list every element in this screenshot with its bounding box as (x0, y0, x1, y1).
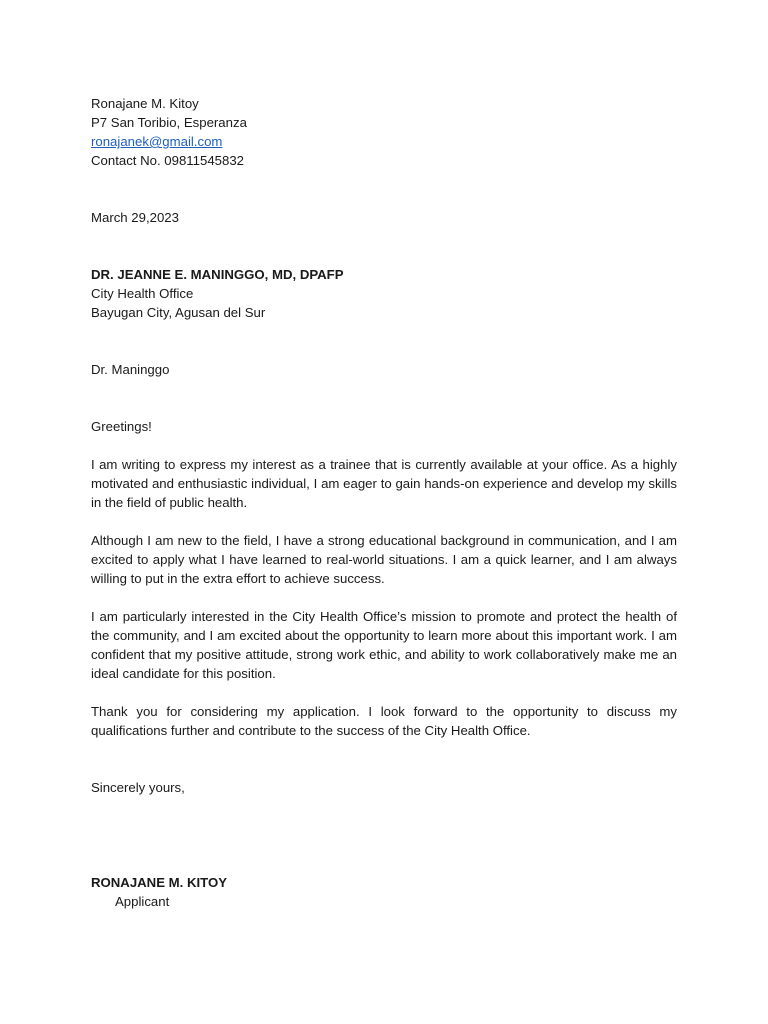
signature-block (91, 873, 677, 911)
spacer (91, 436, 677, 455)
spacer (91, 170, 677, 208)
body-paragraph-4: Thank you for considering my application. I look forward to the opportunity to discuss my qualifications further and contribute to the success of the City Health Office. (91, 704, 677, 738)
recipient-block (91, 265, 677, 322)
spacer (91, 588, 677, 607)
spacer (91, 227, 677, 265)
spacer (91, 740, 677, 778)
sender-name: Ronajane M. Kitoy (91, 96, 199, 111)
salutation: Dr. Maninggo (91, 362, 170, 377)
spacer (91, 512, 677, 531)
spacer (91, 379, 677, 417)
recipient-address: Bayugan City, Agusan del Sur (91, 305, 266, 320)
signature-title: Applicant (115, 894, 170, 909)
letter-date: March 29,2023 (91, 210, 179, 225)
spacer (91, 322, 677, 360)
sender-block (91, 94, 677, 170)
greeting: Greetings! (91, 419, 152, 434)
spacer (91, 797, 677, 835)
spacer (91, 835, 677, 873)
recipient-office: City Health Office (91, 286, 194, 301)
body-paragraph-2: Although I am new to the field, I have a strong educational background in communication, and I am excited to apply what I have learned to real-world situations. I am a quick learner, and I am always willing to put in the extra effort to achieve success. (91, 533, 677, 586)
sender-contact: Contact No. 09811545832 (91, 153, 244, 168)
signature-name: RONAJANE M. KITOY (91, 875, 228, 890)
recipient-name: DR. JEANNE E. MANINGGO, MD, DPAFP (91, 267, 344, 282)
spacer (91, 683, 677, 702)
closing: Sincerely yours, (91, 780, 185, 795)
sender-address: P7 San Toribio, Esperanza (91, 115, 247, 130)
letter-page (91, 94, 677, 911)
body-paragraph-3: I am particularly interested in the City Health Office’s mission to promote and protect the health of the community, and I am excited about the opportunity to learn more about this important work. I am confident that my positive attitude, strong work ethic, and ability to work collaboratively make me an ideal candidate for this position. (91, 609, 677, 681)
sender-email-link[interactable]: ronajanek@gmail.com (91, 134, 223, 149)
body-paragraph-1: I am writing to express my interest as a trainee that is currently available at your office. As a highly motivated and enthusiastic individual, I am eager to gain hands-on experience and develop my skills in the field of public health. (91, 457, 677, 510)
